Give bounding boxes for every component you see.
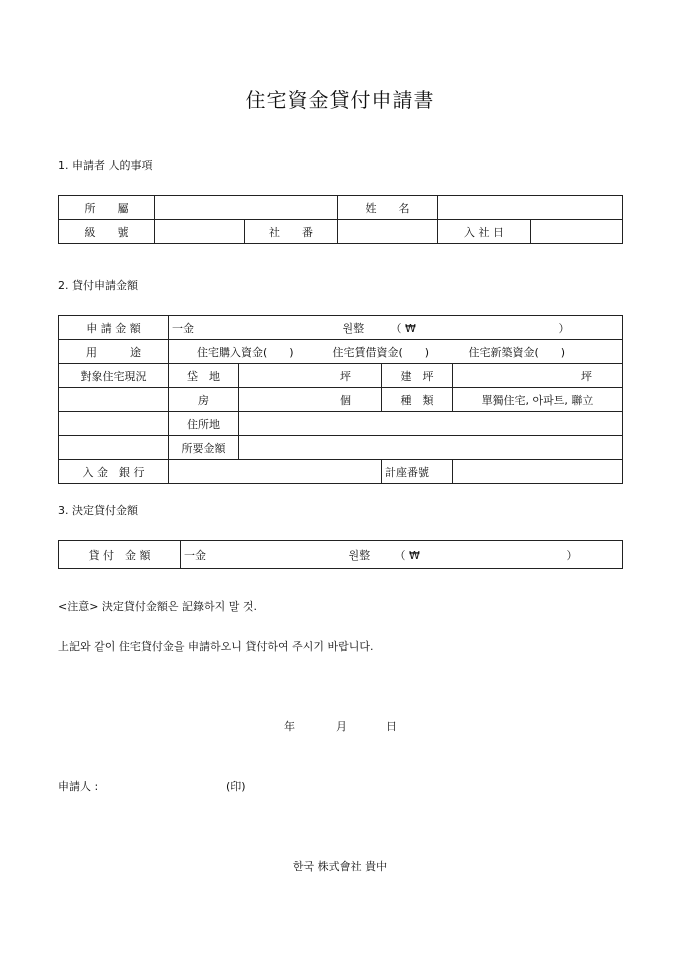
table-row [59,316,623,340]
table-row [59,541,623,569]
table-row [59,388,623,412]
building-unit: 坪 [581,369,593,383]
decided-amount-label: 貸 付 金 額 [59,541,181,569]
house-status-label: 對象住宅現況 [59,364,169,388]
rooms-unit: 個 [340,393,351,407]
company-no-field[interactable] [338,220,438,244]
affiliation-field[interactable] [155,196,338,220]
request-amount-field[interactable] [169,316,623,340]
table-row [59,220,623,244]
decided-amount-field[interactable] [181,541,623,569]
seal-mark: (印) [226,780,246,793]
purpose-option-build[interactable]: 住宅新築資金( ) [468,345,566,359]
building-field[interactable] [453,364,623,388]
amount-won: （ ₩ [390,321,416,335]
table-row [59,196,623,220]
request-amount-label: 申 請 金 額 [59,316,169,340]
table-row [59,436,623,460]
building-label: 建 坪 [382,364,453,388]
type-label: 種 類 [382,388,453,412]
land-field[interactable] [239,364,382,388]
required-amount-field[interactable] [239,436,623,460]
join-date-label: 入 社 日 [438,220,531,244]
grade-label: 級 號 [59,220,155,244]
address-label: 住所地 [169,412,239,436]
date-month: 月 [336,720,347,733]
amount-close: ） [558,321,570,335]
purpose-option-lease[interactable]: 住宅賃借資金( ) [332,345,430,359]
name-label: 姓 名 [338,196,438,220]
blank-cell [59,436,169,460]
rooms-field[interactable] [239,388,382,412]
personal-info-table [58,195,623,244]
decided-amount-won: （ ₩ [394,548,420,562]
section2-heading: 2. 貸付申請金額 [58,279,138,292]
note-text: <注意> 決定貸付金額은 記錄하지 말 것. [58,600,258,613]
blank-cell [59,412,169,436]
page-title: 住宅資金貸付申請書 [245,88,435,112]
address-field[interactable] [239,412,623,436]
table-row [59,340,623,364]
date-year: 年 [284,720,295,733]
table-row [59,364,623,388]
decided-amount-close: ） [566,548,578,562]
bank-label: 入 金 銀 行 [59,460,169,484]
account-label: 計座番號 [382,460,453,484]
applicant-label: 申請人 : [58,780,99,793]
recipient-text: 한국 株式會社 貴中 [292,860,388,873]
land-label: 垈 地 [169,364,239,388]
blank-cell [59,388,169,412]
name-field[interactable] [438,196,623,220]
rooms-label: 房 [169,388,239,412]
section1-heading: 1. 申請者 人的事項 [58,159,153,172]
type-value[interactable]: 單獨住宅, 아파트, 聯立 [453,388,623,412]
bank-field[interactable] [169,460,382,484]
decided-amount-unit: 원整 [348,548,371,562]
account-field[interactable] [453,460,623,484]
section3-heading: 3. 決定貸付金額 [58,504,138,517]
purpose-option-purchase[interactable]: 住宅購入資金( ) [197,345,294,359]
grade-field[interactable] [155,220,245,244]
decided-amount-table [58,540,623,569]
date-day: 日 [386,720,397,733]
company-no-label: 社 番 [245,220,338,244]
request-text: 上記와 같이 住宅貸付金을 申請하오니 貸付하여 주시기 바랍니다. [58,640,374,653]
join-date-field[interactable] [531,220,623,244]
required-amount-label: 所要金額 [169,436,239,460]
amount-unit: 원整 [342,321,365,335]
affiliation-label: 所 屬 [59,196,155,220]
purpose-options [169,340,623,364]
land-unit: 坪 [340,369,351,383]
table-row [59,412,623,436]
table-row [59,460,623,484]
loan-request-table [58,315,623,484]
decided-amount-prefix: 一金 [184,548,206,562]
purpose-label: 用 途 [59,340,169,364]
amount-prefix: 一金 [172,321,194,335]
